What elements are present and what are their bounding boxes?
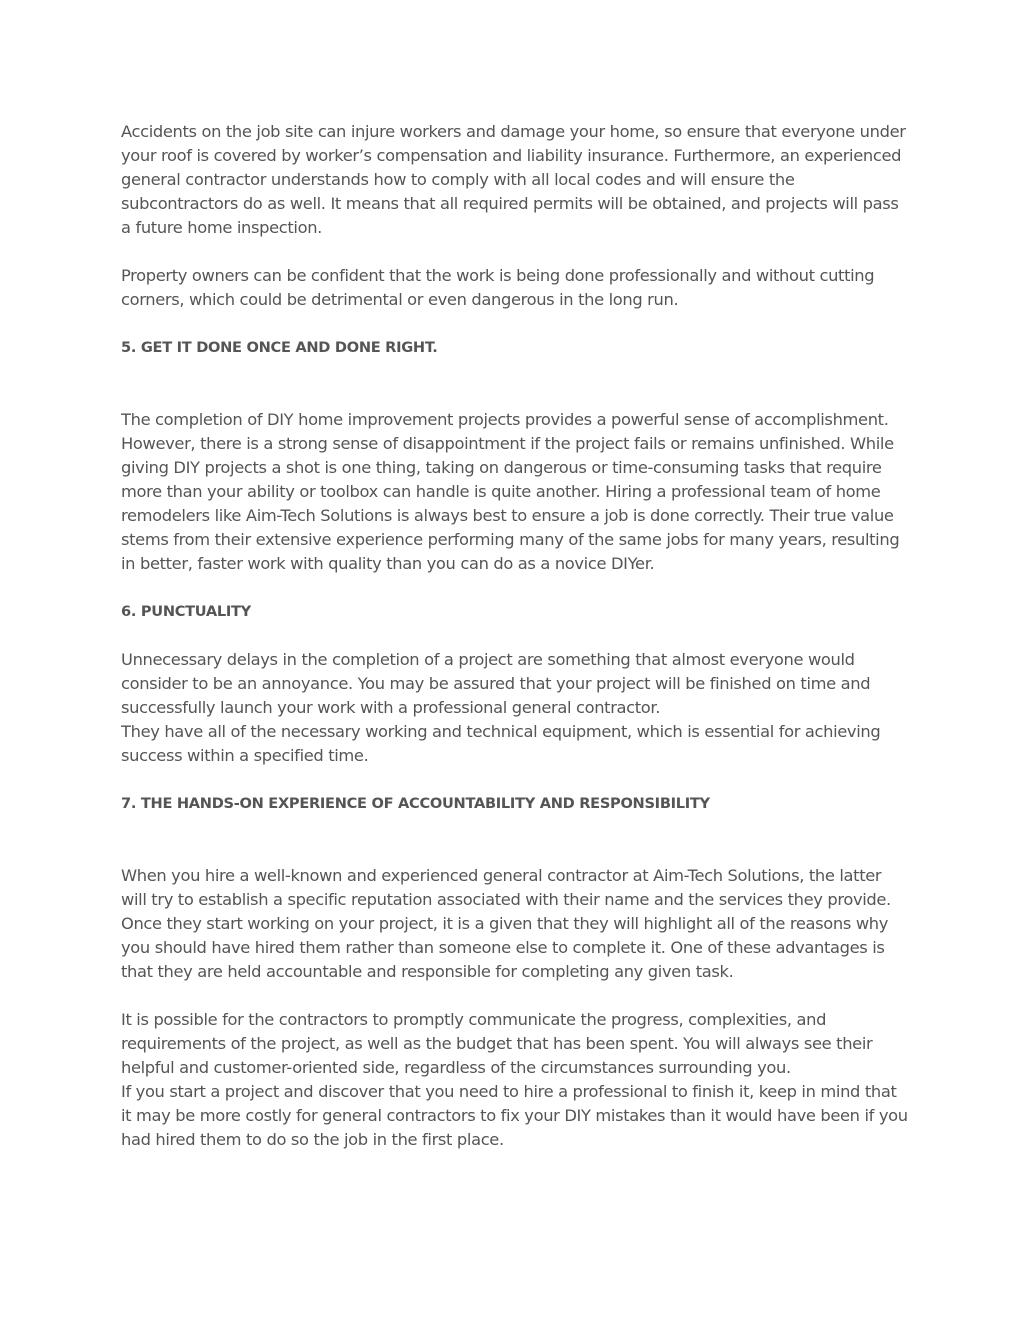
paragraph-spacer: [121, 240, 911, 264]
paragraph-costly-mistakes: If you start a project and discover that you need to hire a professional to finish it, keep in mind that it may be more costly for general contractors to fix your DIY mistakes than it would have been if you had hired them to do so the job in the first place.: [121, 1082, 908, 1149]
paragraph-spacer: [121, 576, 911, 600]
paragraph-equipment: They have all of the necessary working and technical equipment, which is essential for achieving success within a specified time.: [121, 722, 881, 765]
section-heading-6: 6. PUNCTUALITY: [121, 603, 251, 620]
heading-spacer: [121, 624, 911, 648]
document-page: [121, 120, 911, 1152]
paragraph-delays: Unnecessary delays in the completion of a project are something that almost everyone would consider to be an annoyance. You may be assured that your project will be finished on time and successfully launch your work with a professional general contractor.: [121, 650, 871, 717]
paragraph-spacer: [121, 312, 911, 336]
paragraph-reputation: When you hire a well-known and experienced general contractor at Aim-Tech Solutions, the latter will try to establish a specific reputation associated with their name and the services they provide. Once they start working on your project, it is a given that they will highlight all of the reasons why you should have hired them rather than someone else to complete it. One of these advantages is that they are held accountable and responsible for completing any given task.: [121, 866, 891, 981]
section-heading-5: 5. GET IT DONE ONCE AND DONE RIGHT.: [121, 339, 438, 356]
paragraph-diy-completion: The completion of DIY home improvement projects provides a powerful sense of accomplishment. However, there is a strong sense of disappointment if the project fails or remains unfinished. While giving DIY projects a shot is one thing, taking on dangerous or time-consuming tasks that require more than your ability or toolbox can handle is quite another. Hiring a professional team of home remodelers like Aim-Tech Solutions is always best to ensure a job is done correctly. Their true value stems from their extensive experience performing many of the same jobs for many years, resulting in better, faster work with quality than you can do as a novice DIYer.: [121, 410, 900, 573]
heading-spacer: [121, 816, 911, 864]
paragraph-spacer: [121, 984, 911, 1008]
paragraph-communication: It is possible for the contractors to promptly communicate the progress, complexities, and requirements of the project, as well as the budget that has been spent. You will always see their helpful and customer-oriented side, regardless of the circumstances surrounding you.: [121, 1010, 873, 1077]
paragraph-spacer: [121, 768, 911, 792]
section-heading-7: 7. THE HANDS-ON EXPERIENCE OF ACCOUNTABILITY AND RESPONSIBILITY: [121, 795, 710, 812]
heading-spacer: [121, 360, 911, 408]
paragraph-insurance: Accidents on the job site can injure workers and damage your home, so ensure that everyone under your roof is covered by worker’s compensation and liability insurance. Furthermore, an experienced general contractor understands how to comply with all local codes and will ensure the subcontractors do as well. It means that all required permits will be obtained, and projects will pass a future home inspection.: [121, 122, 906, 237]
paragraph-property-owners: Property owners can be confident that the work is being done professionally and without cutting corners, which could be detrimental or even dangerous in the long run.: [121, 266, 875, 309]
